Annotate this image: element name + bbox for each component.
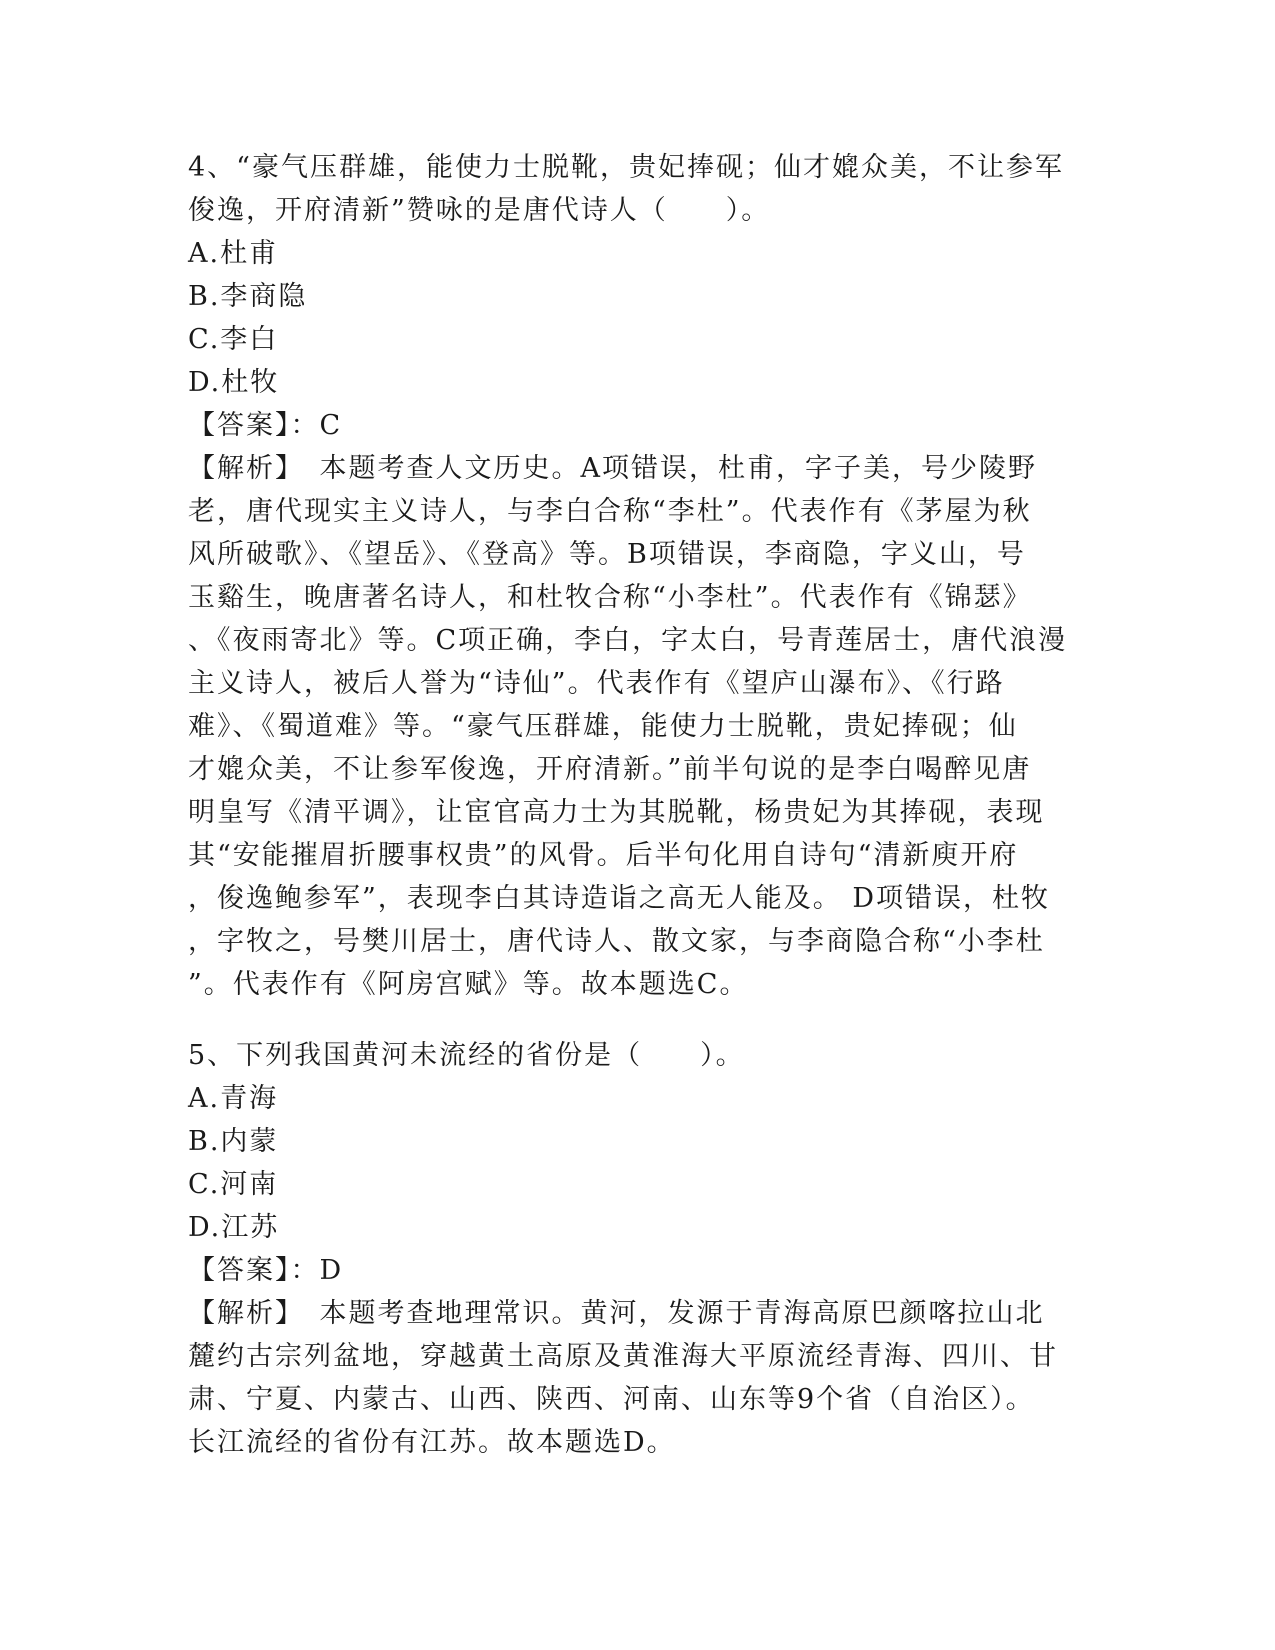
option-c: C.河南 <box>188 1169 279 1200</box>
question-stem-line: 俊逸，开府清新”赞咏的是唐代诗人（ ）。 <box>188 195 771 226</box>
answer-line: 【答案】：C <box>188 410 343 441</box>
question-block-5 <box>188 1034 1088 1464</box>
option-a: A.青海 <box>188 1083 279 1114</box>
analysis-line: 才媲众美，不让参军俊逸，开府清新。”前半句说的是李白喝醉见唐 <box>188 754 1032 785</box>
option-b: B.李商隐 <box>188 281 308 312</box>
analysis-line: 主义诗人，被后人誉为“诗仙”。代表作有《望庐山瀑布》、《行路 <box>188 668 1005 699</box>
option-d: D.杜牧 <box>188 367 280 398</box>
analysis-line: ，俊逸鲍参军”，表现李白其诗造诣之高无人能及。 D项错误，杜牧 <box>188 883 1051 914</box>
analysis-line: 、《夜雨寄北》等。C项正确，李白，字太白，号青莲居士，唐代浪漫 <box>188 625 1068 656</box>
option-c: C.李白 <box>188 324 279 355</box>
question-stem-line: 4、“豪气压群雄，能使力士脱靴，贵妃捧砚；仙才媲众美，不让参军 <box>188 152 1064 183</box>
analysis-line: 【解析】 本题考查人文历史。A项错误，杜甫，字子美，号少陵野 <box>188 453 1037 484</box>
analysis-line: 麓约古宗列盆地，穿越黄土高原及黄淮海大平原流经青海、四川、甘 <box>188 1341 1058 1372</box>
question-block-4 <box>188 146 1088 1006</box>
analysis-line: 其“安能摧眉折腰事权贵”的风骨。后半句化用自诗句“清新庾开府 <box>188 840 1019 871</box>
analysis-line: 长江流经的省份有江苏。故本题选D。 <box>188 1427 676 1458</box>
analysis-line: 玉谿生，晚唐著名诗人，和杜牧合称“小李杜”。代表作有《锦瑟》 <box>188 582 1032 613</box>
analysis-line: ”。代表作有《阿房宫赋》等。故本题选C。 <box>188 969 749 1000</box>
option-b: B.内蒙 <box>188 1126 279 1157</box>
analysis-line: 明皇写《清平调》，让宦官高力士为其脱靴，杨贵妃为其捧砚，表现 <box>188 797 1045 828</box>
analysis-line: 【解析】 本题考查地理常识。黄河，发源于青海高原巴颜喀拉山北 <box>188 1298 1045 1329</box>
document-page <box>188 146 1088 1464</box>
question-stem-line: 5、下列我国黄河未流经的省份是（ ）。 <box>188 1040 745 1071</box>
option-d: D.江苏 <box>188 1212 280 1243</box>
analysis-line: 难》、《蜀道难》等。“豪气压群雄，能使力士脱靴，贵妃捧砚；仙 <box>188 711 1018 742</box>
question-spacer <box>188 1006 1088 1034</box>
analysis-line: ，字牧之，号樊川居士，唐代诗人、散文家，与李商隐合称“小李杜 <box>188 926 1045 957</box>
answer-line: 【答案】：D <box>188 1255 344 1286</box>
analysis-line: 风所破歌》、《望岳》、《登高》等。B项错误，李商隐，字义山，号 <box>188 539 1026 570</box>
option-a: A.杜甫 <box>188 238 279 269</box>
analysis-line: 老，唐代现实主义诗人，与李白合称“李杜”。代表作有《茅屋为秋 <box>188 496 1032 527</box>
analysis-line: 肃、宁夏、内蒙古、山西、陕西、河南、山东等9个省（自治区）。 <box>188 1384 1035 1415</box>
